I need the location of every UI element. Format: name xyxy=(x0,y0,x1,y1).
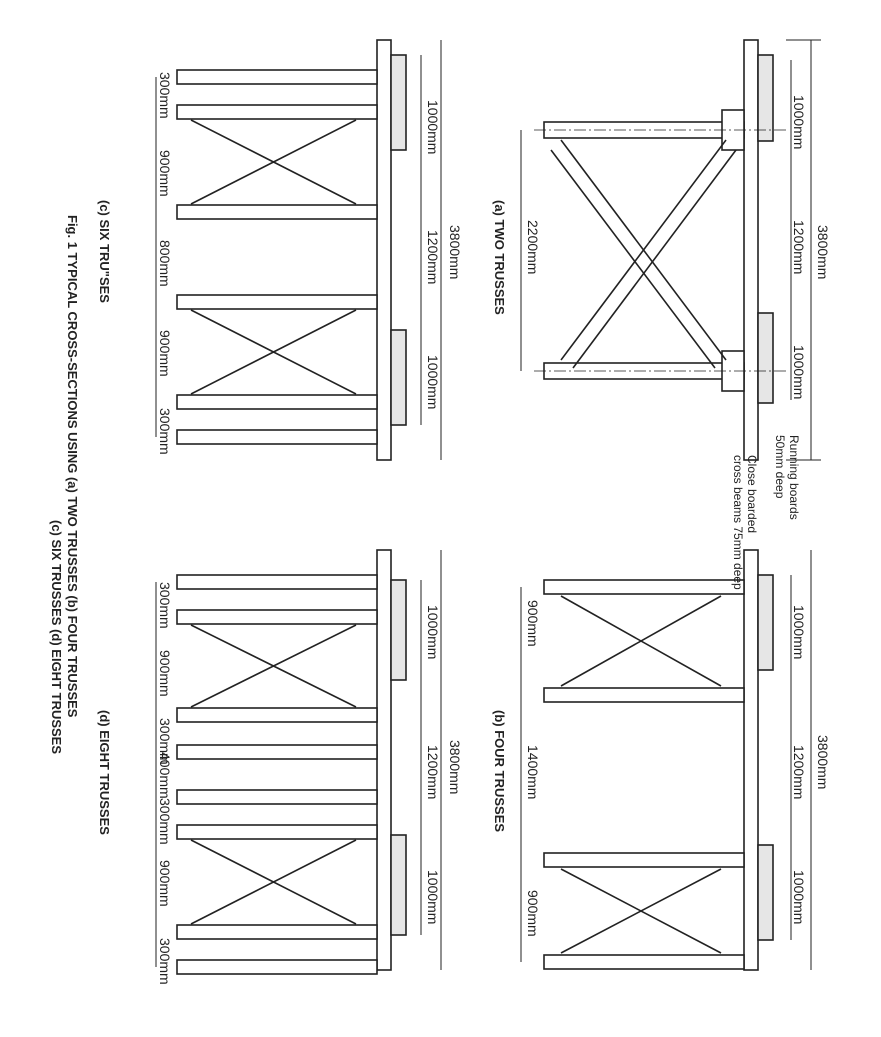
panel-c-overall-dim: 3800mm xyxy=(447,225,463,280)
panel-d-truss-dim-7: 300mm xyxy=(157,938,173,985)
panel-b-truss-1 xyxy=(544,580,744,594)
panel-b-deck-dim-1: 1000mm xyxy=(791,605,807,660)
panel-c-deck-dim-2: 1200mm xyxy=(425,230,441,285)
panel-c-deck xyxy=(377,40,391,460)
panel-d-truss-dim-1: 300mm xyxy=(157,582,173,629)
running-boards-note: Running boards xyxy=(787,435,801,520)
panel-b-label: (b) FOUR TRUSSES xyxy=(492,710,507,833)
figure-caption-line-2: (c) SIX TRUSSES (d) EIGHT TRUSSES xyxy=(49,520,64,755)
panel-b-deck xyxy=(744,550,758,970)
panel-a-deck-dim-1: 1000mm xyxy=(791,95,807,150)
panel-d-deck-dim-2: 1200mm xyxy=(425,745,441,800)
cross-beams-note: Close boarded xyxy=(745,455,759,534)
panel-b-truss-dim-3: 900mm xyxy=(525,890,541,937)
panel-d-deck-dim-1: 1000mm xyxy=(425,605,441,660)
panel-b-truss-4 xyxy=(544,955,744,969)
panel-d-truss-dim-4: 400mm xyxy=(157,752,173,799)
panel-a-label: (a) TWO TRUSSES xyxy=(492,200,507,315)
figure-caption-line-1: Fig. 1 TYPICAL CROSS-SECTIONS USING (a) TWO TRUSSES (b) FOUR TRUSSES xyxy=(65,215,80,718)
panel-c-deck-dim-3: 1000mm xyxy=(425,355,441,410)
panel-d-deck xyxy=(377,550,391,970)
panel-b-overall-dim: 3800mm xyxy=(815,735,831,790)
panel-c-truss-dim-4: 900mm xyxy=(157,330,173,377)
panel-b xyxy=(521,550,811,970)
panel-d-truss-dim-6: 900mm xyxy=(157,860,173,907)
panel-b-deck-dim-3: 1000mm xyxy=(791,870,807,925)
panel-a-deck xyxy=(744,40,758,460)
panel-c-label: (c) SIX TRU"SES xyxy=(97,200,112,303)
panel-b-truss-dim-2: 1400mm xyxy=(525,745,541,800)
panel-a-truss-dim: 2200mm xyxy=(525,220,541,275)
panel-d-truss-dim-5: 300mm xyxy=(157,798,173,845)
panel-a-board-right xyxy=(758,313,773,403)
cross-beams-depth: cross beams 75mm deep xyxy=(731,455,745,590)
panel-c-deck-dim-1: 1000mm xyxy=(425,100,441,155)
panel-d-deck-dim-3: 1000mm xyxy=(425,870,441,925)
panel-a-overall-dim: 3800mm xyxy=(815,225,831,280)
panel-c-truss-dim-1: 300mm xyxy=(157,72,173,119)
panel-b-truss-3 xyxy=(544,853,744,867)
panel-c xyxy=(156,40,441,460)
panel-c-truss-dim-3: 800mm xyxy=(157,240,173,287)
panel-d-overall-dim: 3800mm xyxy=(447,740,463,795)
panel-d-truss-dim-3: 300mm xyxy=(157,718,173,765)
panel-d xyxy=(156,550,441,974)
panel-d-label: (d) EIGHT TRUSSES xyxy=(97,710,112,835)
panel-b-truss-2 xyxy=(544,688,744,702)
rotated-drawing xyxy=(156,40,821,974)
running-boards-depth: 50mm deep xyxy=(773,435,787,499)
panel-a-deck-dim-3: 1000mm xyxy=(791,345,807,400)
panel-b-truss-dim-1: 900mm xyxy=(525,600,541,647)
panel-a xyxy=(521,40,821,460)
panel-a-deck-dim-2: 1200mm xyxy=(791,220,807,275)
panel-b-deck-dim-2: 1200mm xyxy=(791,745,807,800)
panel-c-truss-dim-5: 300mm xyxy=(157,408,173,455)
panel-d-truss-dim-2: 900mm xyxy=(157,650,173,697)
panel-a-board-left xyxy=(758,55,773,141)
panel-c-truss-dim-2: 900mm xyxy=(157,150,173,197)
